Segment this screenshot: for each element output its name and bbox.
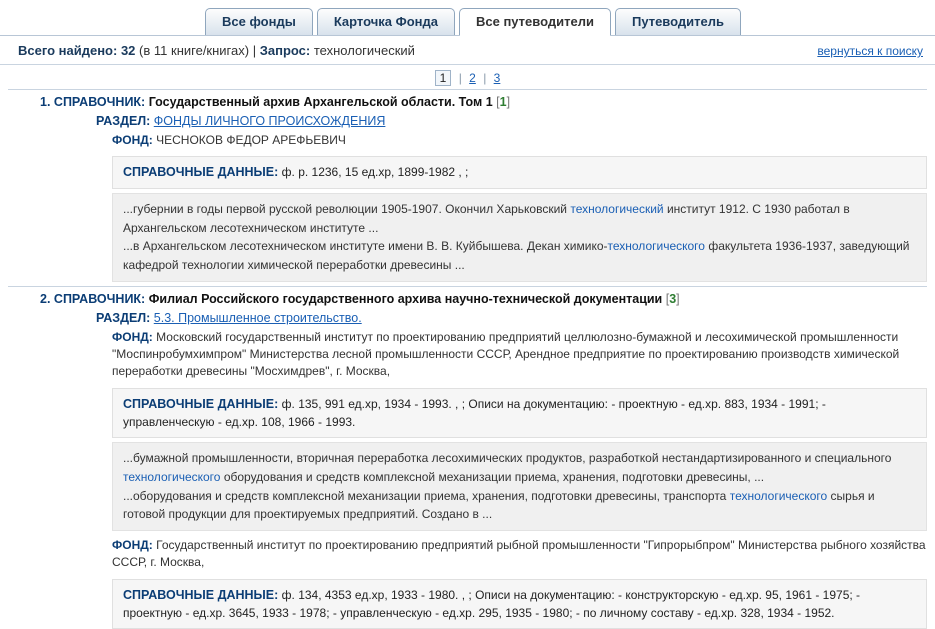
bracket-open: [: [665, 291, 670, 306]
result-heading: [8, 286, 927, 309]
result-item: [8, 286, 927, 629]
fond-row: [96, 535, 927, 574]
snippet-text: оборудования и средств комплексной механизации приема, хранения, подготовки древесины, ...: [220, 470, 765, 485]
fond-label: ФОНД:: [112, 537, 153, 552]
reference-data-value: ф. р. 1236, 15 ед.хр, 1899-1982 , ;: [281, 165, 469, 180]
snippet-line: [123, 200, 916, 237]
snippet-box: [112, 193, 927, 281]
reference-data-label: СПРАВОЧНЫЕ ДАННЫЕ:: [123, 587, 279, 602]
results-list: [0, 89, 935, 629]
fond-label: ФОНД:: [112, 133, 153, 147]
razdel-value[interactable]: ФОНДЫ ЛИЧНОГО ПРОИСХОЖДЕНИЯ: [153, 114, 386, 128]
query-label: Запрос:: [259, 43, 311, 58]
summary-bar: [0, 36, 935, 65]
result-kw: СПРАВОЧНИК:: [53, 95, 146, 109]
snippet-text: сырья и готовой продукции для проектируемых предприятий. Создано в ...: [123, 488, 875, 522]
result-body: [8, 309, 927, 629]
reference-data-box: [112, 156, 927, 189]
pager-separator-1: |: [458, 71, 462, 85]
summary-separator: |: [252, 43, 257, 58]
tab-all-funds[interactable]: Все фонды: [205, 8, 313, 35]
bracket-open: [: [496, 95, 500, 109]
snippet-text: ...в Архангельском лесотехническом институте имени В. В. Куйбышева. Декан химико-: [123, 239, 608, 254]
snippet-line: [123, 237, 916, 274]
tab-all-guides[interactable]: Все путеводители: [459, 8, 611, 36]
result-body: [8, 112, 927, 282]
reference-data-label: СПРАВОЧНЫЕ ДАННЫЕ:: [123, 165, 279, 180]
tab-fund-card[interactable]: Карточка Фонда: [317, 8, 455, 35]
result-heading: [8, 89, 927, 112]
snippet-highlight: технологического: [729, 488, 828, 503]
reference-data-value: ф. 135, 991 ед.хр, 1934 - 1993. , ; Описи на документацию: - проектную - ед.хр. 883, 1934 - 1991; - управленческую - ед.хр. 108, 1966 - 1993.: [123, 396, 826, 430]
result-number: 2.: [40, 291, 51, 306]
snippet-line: [123, 487, 916, 524]
snippet-box: [112, 442, 927, 530]
result-kw: СПРАВОЧНИК:: [53, 291, 146, 306]
reference-data-value: ф. 134, 4353 ед.хр, 1933 - 1980. , ; Описи на документацию: - конструкторскую - ед.хр. 95, 1961 - 1975; - проектную - ед.хр. 3645, 1933 - 1978; - управленческую - ед.хр. 295, 1935 - 1980; - по личному составу - ед.хр. 328, 1934 - 1952.: [123, 587, 861, 621]
snippet-highlight: технологического: [607, 239, 705, 254]
page-3[interactable]: 3: [493, 71, 501, 85]
result-item: [8, 89, 927, 282]
reference-data-box: [112, 579, 927, 629]
razdel-row: [96, 309, 927, 327]
snippet-text: ...губернии в годы первой русской революции 1905-1907. Окончил Харьковский: [123, 202, 571, 217]
result-number: 1.: [40, 95, 51, 109]
snippet-text: факультета 1936-1937, заведующий кафедрой технологии химической переработки древесины ...: [123, 239, 910, 272]
tab-guide[interactable]: Путеводитель: [615, 8, 741, 35]
reference-data-label: СПРАВОЧНЫЕ ДАННЫЕ:: [123, 396, 279, 411]
fond-row: [96, 327, 927, 383]
page-1[interactable]: 1: [435, 70, 452, 86]
fond-label: ФОНД:: [112, 329, 153, 344]
fond-row: [96, 130, 927, 151]
reference-data-box: [112, 388, 927, 439]
fond-value[interactable]: Государственный институт по проектированию предприятий рыбной промышленности "Гипрорыбпром" Министерства рыбного хозяйства СССР, г. Москва,: [112, 537, 926, 570]
snippet-line: [123, 449, 916, 486]
found-books: (в 11 книге/книгах): [139, 43, 250, 58]
razdel-value[interactable]: 5.3. Промышленное строительство.: [153, 310, 362, 325]
razdel-label: РАЗДЕЛ:: [96, 114, 151, 128]
result-count: 1: [499, 95, 507, 109]
bracket-close: ]: [506, 95, 511, 109]
result-count: 3: [669, 291, 677, 306]
result-title[interactable]: Филиал Российского государственного архива научно-технической документации: [148, 291, 663, 306]
tab-bar: [0, 0, 935, 36]
pagination: [0, 65, 935, 89]
bracket-close: ]: [676, 291, 680, 306]
result-title[interactable]: Государственный архив Архангельской области. Том 1: [148, 95, 493, 109]
fond-value[interactable]: ЧЕСНОКОВ ФЕДОР АРЕФЬЕВИЧ: [156, 133, 346, 147]
snippet-highlight: технологический: [570, 202, 664, 217]
razdel-row: [96, 112, 927, 130]
pager-separator-2: |: [483, 71, 487, 85]
razdel-label: РАЗДЕЛ:: [96, 310, 151, 325]
snippet-text: институт 1912. С 1930 работал в Архангельском лесотехническом институте ...: [123, 202, 850, 235]
query-value: технологический: [313, 43, 415, 58]
found-label: Всего найдено:: [18, 43, 118, 58]
snippet-highlight: технологического: [123, 470, 221, 485]
page-2[interactable]: 2: [469, 71, 476, 85]
found-count: 32: [120, 43, 136, 58]
back-to-search-link[interactable]: вернуться к поиску: [817, 44, 923, 58]
snippet-text: ...бумажной промышленности, вторичная переработка лесохимических продуктов, разработкой нестандартизированного и специального: [123, 451, 892, 466]
fond-value[interactable]: Московский государственный институт по проектированию предприятий целлюлозно-бумажной и лесохимической промышленности "Моспинробумхимпром" Министерства лесной промышленности СССР, Арендное предприятие по проектированию производств химической переработки древесины "Мосхимдрев", г. Москва,: [112, 329, 900, 379]
snippet-text: ...оборудования и средств комплексной механизации приема, хранения, подготовки древесины, транспорта: [123, 488, 730, 503]
